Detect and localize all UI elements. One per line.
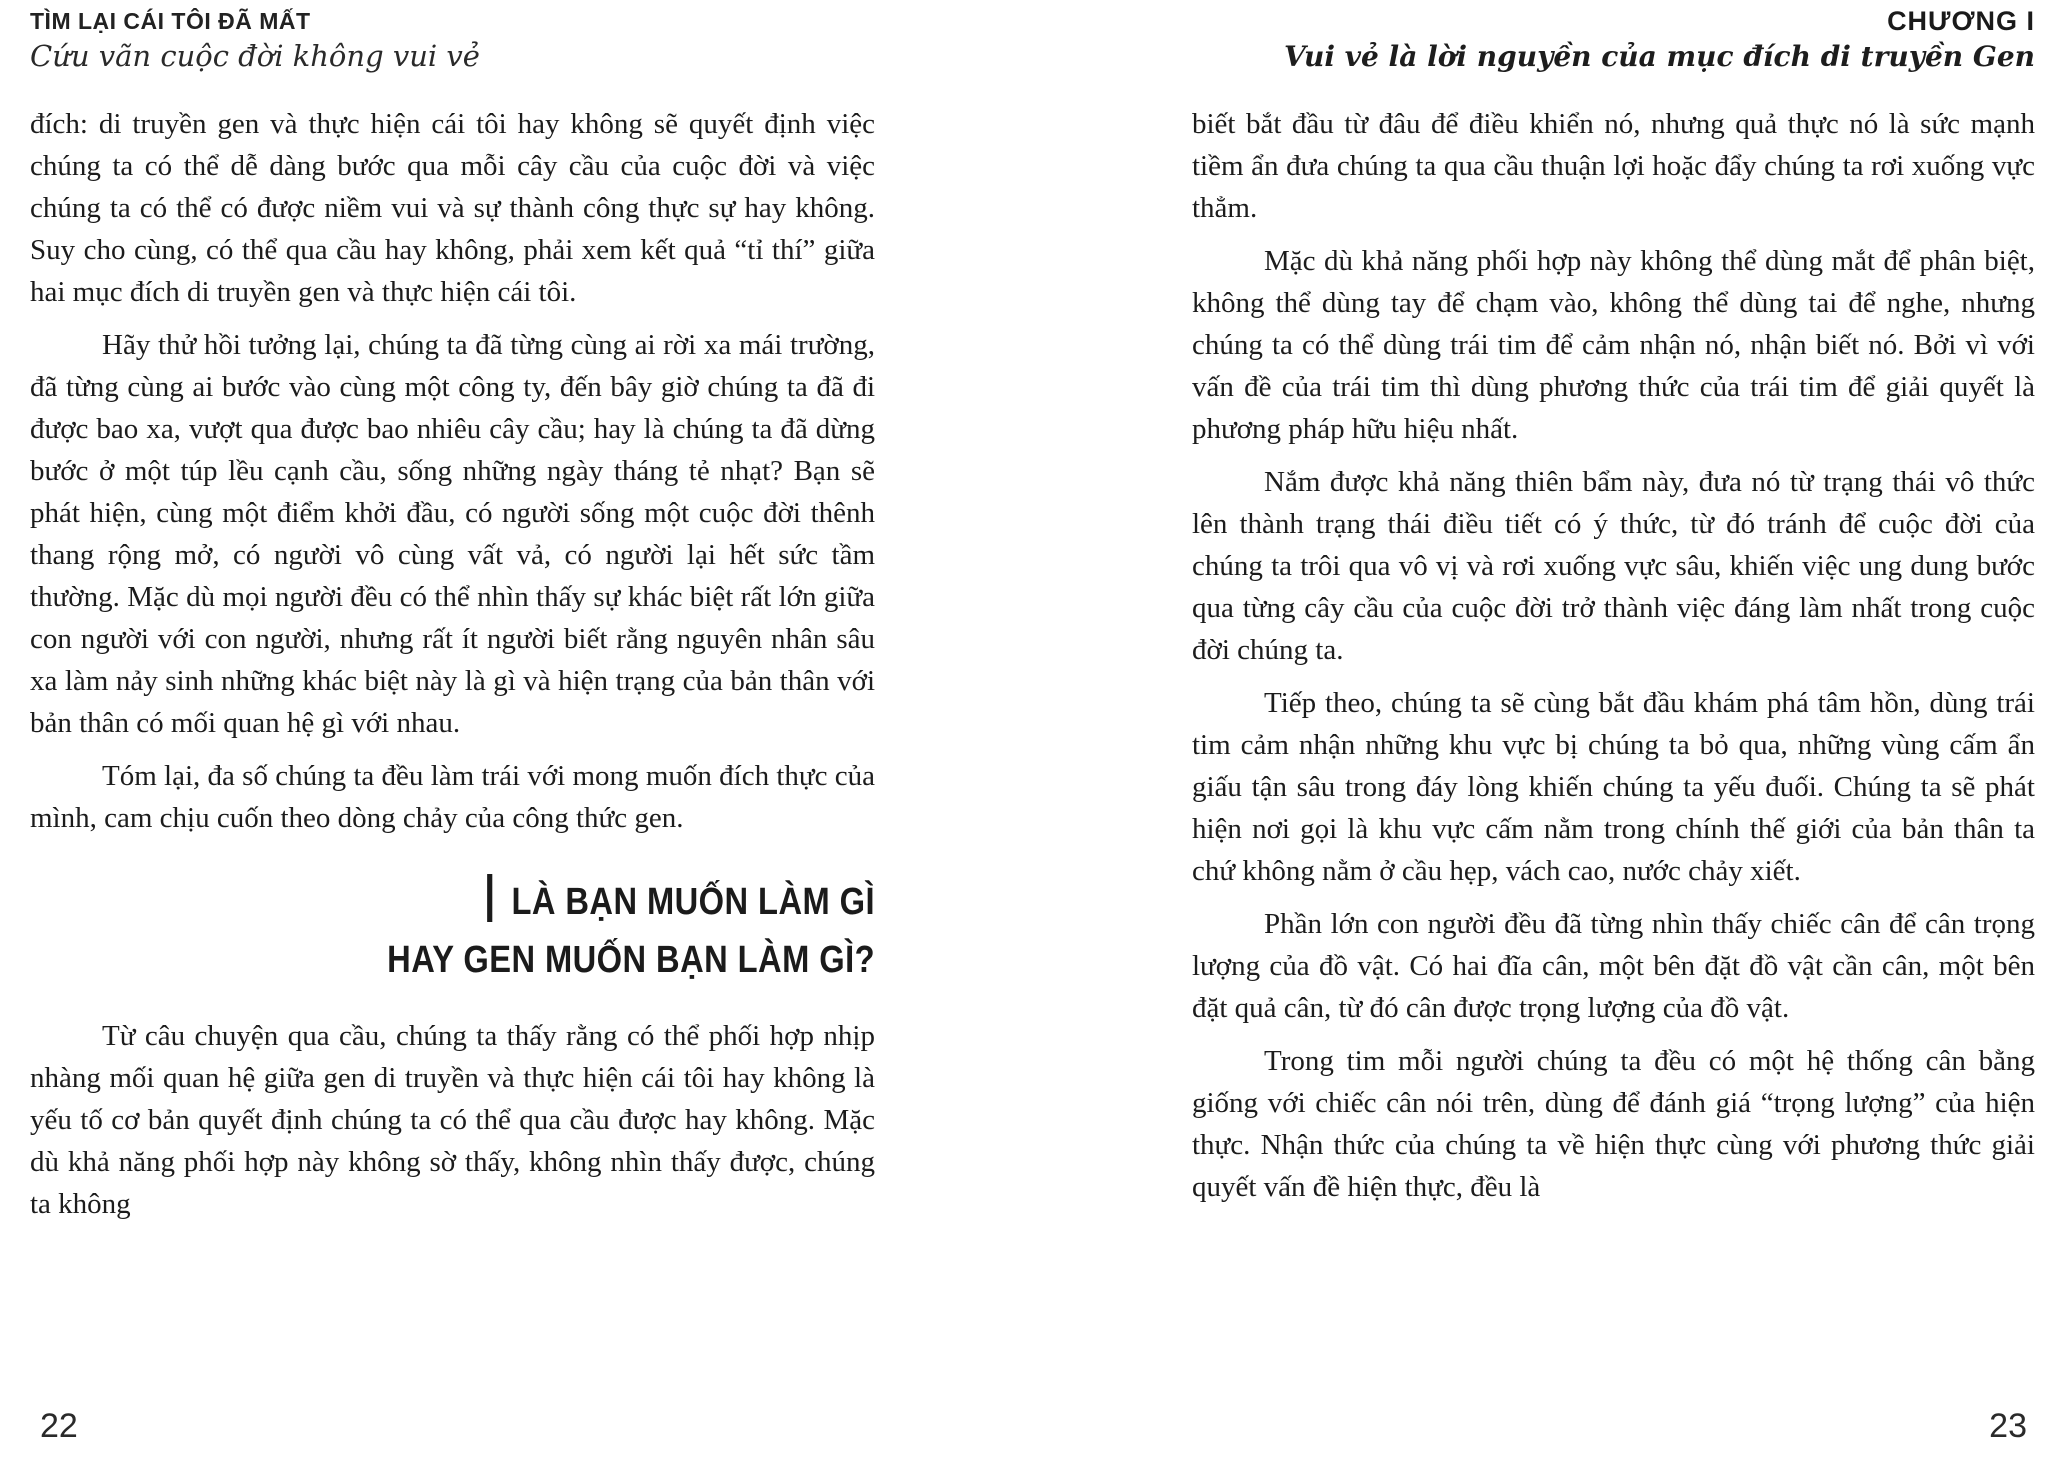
running-header-left [30, 8, 480, 74]
body-paragraph: Tiếp theo, chúng ta sẽ cùng bắt đầu khám phá tâm hồn, dùng trái tim cảm nhận những khu vực bị chúng ta bỏ qua, những vùng cấm ẩn giấu tận sâu trong đáy lòng khiến chúng ta yếu đuối. Chúng ta sẽ phát hiện nơi gọi là khu vực cấm nằm trong chính thế giới của bản thân ta chứ không nằm ở cầu hẹp, vách cao, nước chảy xiết. [1192, 687, 2035, 887]
body-paragraph: biết bắt đầu từ đâu để điều khiển nó, nhưng quả thực nó là sức mạnh tiềm ẩn đưa chúng ta qua cầu thuận lợi hoặc đẩy chúng ta rơi xuống vực thẳm. [1192, 108, 2035, 224]
body-paragraph: đích: di truyền gen và thực hiện cái tôi hay không sẽ quyết định việc chúng ta có thể dễ dàng bước qua mỗi cây cầu của cuộc đời và việc chúng ta có thể có được niềm vui và sự thành công thực sự hay không. Suy cho cùng, có thể qua cầu hay không, phải xem kết quả “tỉ thí” giữa hai mục đích di truyền gen và thực hiện cái tôi. [30, 108, 875, 308]
page-number-right: 23 [1989, 1407, 2027, 1445]
chapter-label: CHƯƠNG I [1887, 6, 2035, 36]
body-paragraph: Mặc dù khả năng phối hợp này không thể dùng mắt để phân biệt, không thể dùng tay để chạm vào, không thể dùng tai để nghe, nhưng chúng ta có thể dùng trái tim để cảm nhận nó, nhận biết nó. Bởi vì với vấn đề của trái tim thì dùng phương thức của trái tim để giải quyết là phương pháp hữu hiệu nhất. [1192, 245, 2035, 445]
book-title: TÌM LẠI CÁI TÔI ĐÃ MẤT [30, 8, 311, 34]
body-paragraph: Phần lớn con người đều đã từng nhìn thấy chiếc cân để cân trọng lượng của đồ vật. Có hai đĩa cân, một bên đặt đồ vật cần cân, một bên đặt quả cân, từ đó cân được trọng lượng của đồ vật. [1192, 908, 2035, 1024]
body-paragraph: Nắm được khả năng thiên bẩm này, đưa nó từ trạng thái vô thức lên thành trạng thái điều tiết có ý thức, từ đó tránh để cuộc đời của chúng ta trôi qua vô vị và rơi xuống vực sâu, khiến việc ung dung bước qua từng cây cầu của cuộc đời trở thành việc đáng làm nhất trong cuộc đời chúng ta. [1192, 466, 2035, 666]
body-paragraph: Trong tim mỗi người chúng ta đều có một hệ thống cân bằng giống với chiếc cân nói trên, dùng để đánh giá “trọng lượng” của hiện thực. Nhận thức của chúng ta về hiện thực cùng với phương thức giải quyết vấn đề hiện thực, đều là [1192, 1045, 2035, 1203]
section-heading-text1: LÀ BẠN MUỐN LÀM GÌ [511, 881, 875, 923]
body-paragraph: Hãy thử hồi tưởng lại, chúng ta đã từng cùng ai rời xa mái trường, đã từng cùng ai bước vào cùng một công ty, đến bây giờ chúng ta đã đi được bao xa, vượt qua được bao nhiêu cây cầu; hay là chúng ta đã dừng bước ở một túp lều cạnh cầu, sống những ngày tháng tẻ nhạt? Bạn sẽ phát hiện, cùng một điểm khởi đầu, có người sống một cuộc đời thênh thang rộng mở, có người vô cùng vất vả, có người lại hết sức tầm thường. Mặc dù mọi người đều có thể nhìn thấy sự khác biệt rất lớn giữa con người với con người, nhưng rất ít người biết rằng nguyên nhân sâu xa làm nảy sinh những khác biệt này là gì và hiện trạng của bản thân với bản thân có mối quan hệ gì với nhau. [30, 329, 875, 739]
body-paragraph: Tóm lại, đa số chúng ta đều làm trái với mong muốn đích thực của mình, cam chịu cuốn theo dòng chảy của công thức gen. [30, 760, 875, 834]
running-header-right [1284, 6, 2035, 74]
section-heading-text2: HAY GEN MUỐN BẠN LÀM GÌ? [387, 939, 875, 981]
section-heading-line1 [148, 873, 875, 931]
section-heading-line2 [148, 931, 875, 989]
body-paragraph: Từ câu chuyện qua cầu, chúng ta thấy rằng có thể phối hợp nhịp nhàng mối quan hệ giữa gen di truyền và thực hiện cái tôi hay không là yếu tố cơ bản quyết định chúng ta có thể qua cầu được hay không. Mặc dù khả năng phối hợp này không sờ thấy, không nhìn thấy được, chúng ta không [30, 1020, 875, 1220]
page-number-left: 22 [40, 1407, 78, 1445]
book-subtitle: Cứu vãn cuộc đời không vui vẻ [30, 38, 480, 73]
chapter-subtitle: Vui vẻ là lời nguyền của mục đích di truyền Gen [1284, 40, 2035, 74]
heading-rule-bar [487, 874, 492, 922]
section-heading [148, 873, 875, 989]
left-page-text-column [30, 103, 875, 1236]
right-page-text-column [1192, 103, 2035, 1219]
